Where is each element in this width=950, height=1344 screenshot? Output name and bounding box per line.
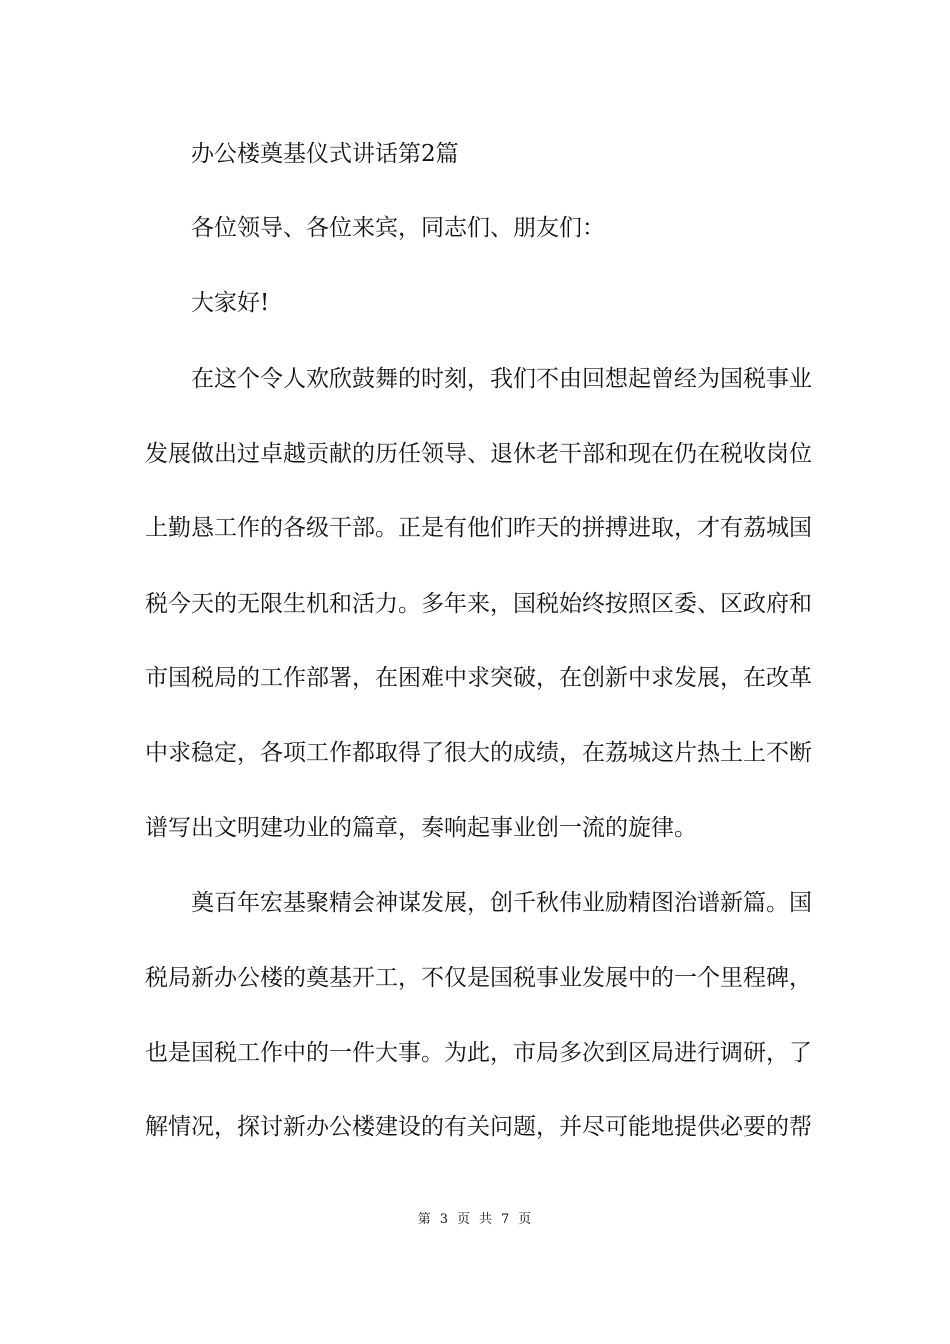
paragraph2-line: 也是国税工作中的一件大事。为此，市局多次到区局进行调研，了 [145, 1040, 812, 1066]
footer-total-label: 共 [479, 1212, 494, 1227]
document-title: 办公楼奠基仪式讲话第2篇 [191, 141, 459, 167]
paragraph1-line: 上勤恳工作的各级干部。正是有他们昨天的拼搏进取，才有荔城国 [145, 515, 812, 541]
salutation: 各位领导、各位来宾，同志们、朋友们： [191, 215, 605, 241]
paragraph1-line: 税今天的无限生机和活力。多年来，国税始终按照区委、区政府和 [145, 591, 812, 617]
paragraph2-line: 解情况，探讨新办公楼建设的有关问题，并尽可能地提供必要的帮 [145, 1114, 812, 1140]
footer-suffix: 页 [518, 1212, 533, 1227]
paragraph1-line: 发展做出过卓越贡献的历任领导、退休老干部和现在仍在税收岗位 [145, 441, 812, 467]
page-footer [0, 1208, 950, 1227]
current-page-number: 3 [439, 1212, 449, 1227]
paragraph1-line: 在这个令人欢欣鼓舞的时刻，我们不由回想起曾经为国税事业 [191, 366, 812, 392]
paragraph2-line: 税局新办公楼的奠基开工，不仅是国税事业发展中的一个里程碑， [145, 965, 812, 991]
paragraph1-line: 中求稳定，各项工作都取得了很大的成绩，在荔城这片热土上不断 [145, 740, 812, 766]
paragraph1-line: 市国税局的工作部署，在困难中求突破，在创新中求发展，在改革 [145, 665, 812, 691]
footer-page-label: 页 [456, 1212, 471, 1227]
paragraph1-line: 谱写出文明建功业的篇章，奏响起事业创一流的旋律。 [145, 815, 697, 841]
paragraph2-line: 奠百年宏基聚精会神谋发展，创千秋伟业励精图治谱新篇。国 [191, 890, 812, 916]
footer-prefix: 第 [417, 1212, 432, 1227]
total-pages-number: 7 [501, 1212, 511, 1227]
greeting: 大家好! [191, 290, 270, 316]
